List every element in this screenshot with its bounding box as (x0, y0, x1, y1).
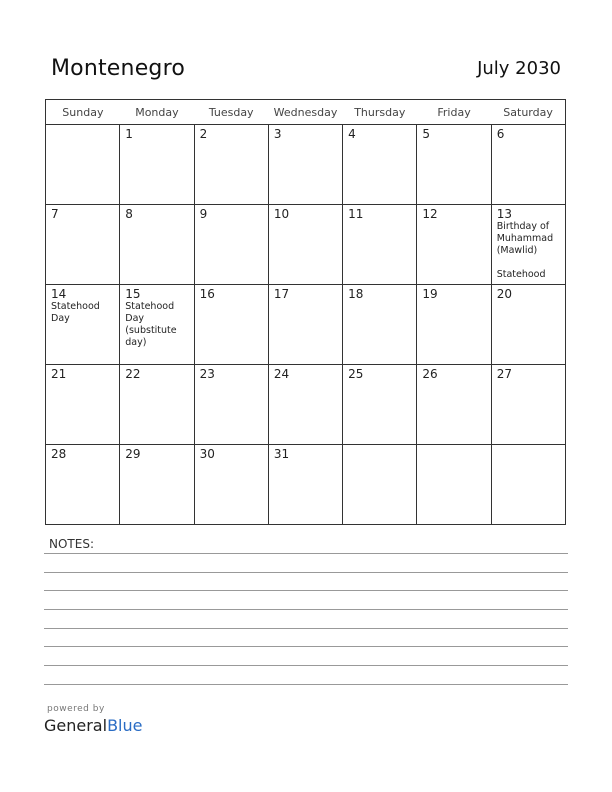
day-number: 28 (51, 447, 67, 461)
day-number: 18 (348, 287, 364, 301)
note-line (44, 684, 568, 685)
day-number: 7 (51, 207, 59, 221)
day-cell (268, 205, 342, 285)
weekday-thursday: Thursday (343, 100, 417, 125)
day-cell (120, 125, 194, 205)
day-number: 31 (273, 447, 290, 461)
day-cell (120, 365, 194, 445)
day-number: 30 (199, 447, 215, 461)
day-number: 17 (273, 287, 290, 301)
day-number: 15 (125, 287, 141, 301)
day-cell (417, 125, 491, 205)
weekday-saturday: Saturday (491, 100, 565, 125)
day-number: 6 (496, 127, 505, 141)
holiday-statehood: Statehood (496, 269, 546, 280)
powered-by-text: powered by (47, 704, 105, 714)
day-number: 8 (125, 207, 133, 221)
note-line (44, 553, 568, 554)
holiday-statehood-substitute: Statehood Day (substitute day) (125, 301, 177, 348)
day-number: 21 (51, 367, 67, 381)
weekday-monday: Monday (120, 100, 194, 125)
weekday-header-row (46, 100, 566, 125)
day-cell (343, 205, 417, 285)
day-cell (194, 365, 268, 445)
day-cell (120, 445, 194, 525)
day-cell (343, 445, 417, 525)
brand-blue: Blue (107, 716, 143, 735)
day-cell (417, 445, 491, 525)
day-cell (120, 205, 194, 285)
day-cell (417, 285, 491, 365)
brand-logo (44, 716, 142, 735)
day-cell (491, 285, 565, 365)
day-number: 4 (348, 127, 356, 141)
day-cell (491, 125, 565, 205)
weekday-wednesday: Wednesday (268, 100, 342, 125)
day-number: 9 (199, 207, 208, 221)
day-cell (417, 205, 491, 285)
day-cell (268, 285, 342, 365)
day-cell (46, 285, 120, 365)
weekday-friday: Friday (417, 100, 491, 125)
day-cell (491, 445, 565, 525)
day-number: 16 (199, 287, 215, 301)
day-number: 11 (348, 207, 364, 221)
week-row (46, 365, 566, 445)
note-line (44, 609, 568, 610)
day-number: 5 (422, 127, 431, 141)
day-cell (343, 365, 417, 445)
day-cell (194, 205, 268, 285)
day-number: 1 (125, 127, 133, 141)
week-row (46, 205, 566, 285)
day-number: 22 (125, 367, 141, 381)
day-cell (343, 285, 417, 365)
day-number: 25 (348, 367, 364, 381)
day-cell (491, 205, 565, 285)
day-number: 24 (273, 367, 290, 381)
day-cell (46, 205, 120, 285)
weekday-sunday: Sunday (46, 100, 120, 125)
day-cell (491, 365, 565, 445)
day-number: 10 (273, 207, 290, 221)
day-number: 14 (51, 287, 67, 301)
day-number: 13 (496, 207, 512, 221)
calendar-grid (45, 99, 566, 525)
week-row (46, 445, 566, 525)
week-row (46, 125, 566, 205)
week-row (46, 285, 566, 365)
notes-label: NOTES: (49, 537, 94, 551)
day-number: 23 (199, 367, 215, 381)
day-cell (194, 445, 268, 525)
day-cell (268, 365, 342, 445)
holiday-mawlid: Birthday of Muhammad (Mawlid) (496, 221, 554, 256)
holiday-statehood-day: Statehood Day (51, 301, 100, 324)
day-cell (46, 125, 120, 205)
weekday-tuesday: Tuesday (194, 100, 268, 125)
note-line (44, 665, 568, 666)
day-number: 27 (496, 367, 512, 381)
day-number: 26 (422, 367, 438, 381)
day-number: 2 (199, 127, 208, 141)
day-cell (46, 445, 120, 525)
day-cell (268, 125, 342, 205)
day-cell (268, 445, 342, 525)
note-line (44, 590, 568, 591)
month-title: July 2030 (477, 58, 561, 79)
day-number: 20 (496, 287, 512, 301)
day-cell (194, 125, 268, 205)
country-title: Montenegro (51, 56, 186, 81)
note-line (44, 646, 568, 647)
day-cell (343, 125, 417, 205)
day-cell (194, 285, 268, 365)
note-line (44, 572, 568, 573)
day-cell (417, 365, 491, 445)
day-number: 12 (422, 207, 438, 221)
day-number: 3 (273, 127, 282, 141)
day-number: 29 (125, 447, 141, 461)
note-line (44, 628, 568, 629)
day-number: 19 (422, 287, 438, 301)
day-cell (120, 285, 194, 365)
day-cell (46, 365, 120, 445)
brand-general: General (44, 716, 108, 735)
